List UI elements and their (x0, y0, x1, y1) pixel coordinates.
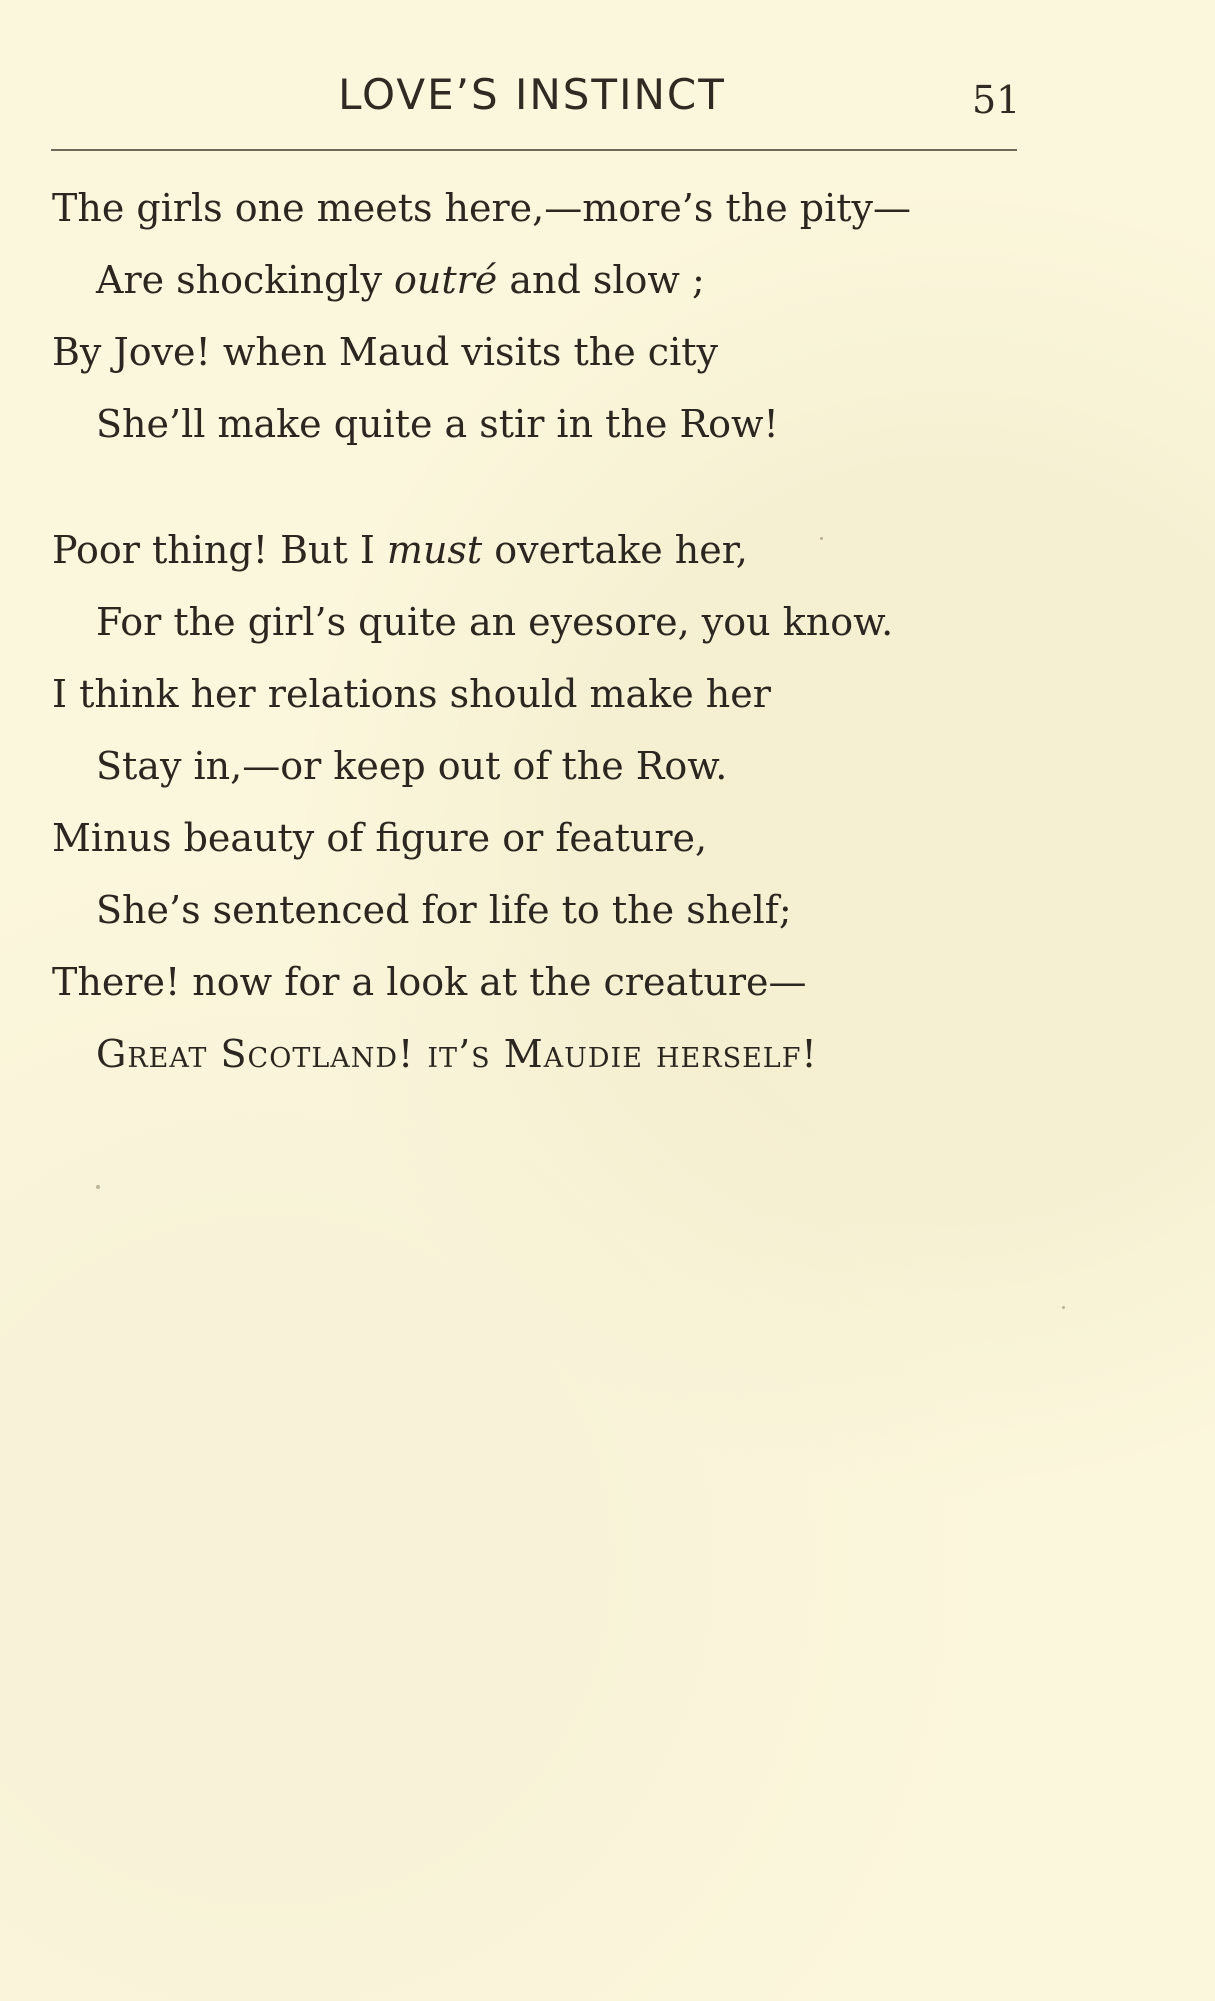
paper-speck (1062, 1306, 1065, 1309)
poem-line-5-after: overtake her, (482, 528, 748, 572)
header-rule (51, 149, 1017, 151)
poem-line-5 (52, 520, 1032, 592)
italic-word-outre: outré (394, 258, 498, 302)
poem-line-2-after: and slow ; (497, 258, 705, 302)
poem-line-1: The girls one meets here,—more’s the pity— (52, 186, 911, 230)
paper-speck (96, 1185, 100, 1189)
poem-line-5-before: Poor thing! But I (52, 528, 387, 572)
poem-line-3: By Jove! when Maud visits the city (52, 330, 718, 374)
poem-line-8: Stay in,—or keep out of the Row. (96, 744, 728, 788)
page-number: 51 (972, 78, 1021, 122)
poem-line-4: She’ll make quite a stir in the Row! (96, 402, 779, 446)
poem-line-11: There! now for a look at the creature— (52, 960, 807, 1004)
stanza-break (52, 466, 1032, 520)
running-head: LOVE’S INSTINCT (338, 70, 726, 119)
poem-line-12: Great Scotland! it’s Maudie herself! (96, 1032, 818, 1076)
paper-speck (820, 537, 823, 540)
italic-word-must: must (386, 528, 483, 572)
poem-line-2-before: Are shockingly (96, 258, 394, 302)
poem-text (52, 178, 1032, 1096)
poem-line-7: I think her relations should make her (52, 672, 771, 716)
poem-line-2 (52, 250, 1032, 322)
poem-line-10: She’s sentenced for life to the shelf; (96, 888, 792, 932)
poem-line-9: Minus beauty of figure or feature, (52, 816, 708, 860)
poem-line-6: For the girl’s quite an eyesore, you know. (96, 600, 894, 644)
page-header (0, 70, 1215, 130)
